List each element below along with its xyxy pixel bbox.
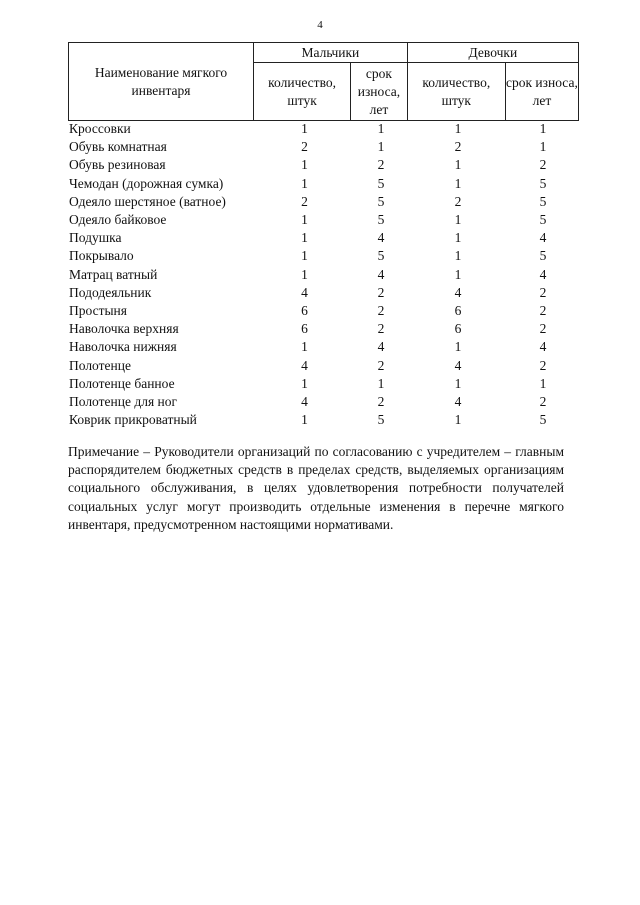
table-row (68, 156, 579, 174)
table-row (68, 357, 579, 375)
boys-quantity-cell: 1 (301, 339, 308, 355)
boys-term-cell: 2 (377, 321, 385, 337)
item-name-cell: Наволочка нижняя (69, 339, 177, 355)
girls-term-cell: 5 (539, 212, 547, 228)
girls-quantity-cell: 2 (454, 193, 462, 209)
table-row (68, 229, 579, 247)
name-column-header: Наименование мягкого инвентаря (69, 43, 254, 121)
girls-term-cell: 4 (539, 230, 547, 246)
item-name-cell: Кроссовки (69, 121, 131, 136)
boys-quantity-cell: 4 (301, 357, 308, 373)
girls-quantity-cell: 1 (454, 230, 462, 246)
boys-quantity-cell: 4 (301, 284, 308, 300)
table-row (68, 393, 579, 411)
girls-quantity-cell: 4 (454, 284, 462, 300)
boys-term-cell: 5 (377, 212, 385, 228)
boys-quantity-cell: 2 (301, 193, 308, 209)
girls-quantity-cell: 1 (454, 175, 462, 191)
boys-group-header: Мальчики (254, 43, 408, 63)
boys-term-cell: 2 (377, 357, 385, 373)
item-name-cell: Простыня (69, 303, 127, 319)
boys-quantity-header: количество, штук (254, 63, 351, 121)
girls-quantity-cell: 4 (454, 394, 462, 410)
girls-term-cell: 2 (539, 157, 547, 173)
girls-term-cell: 4 (539, 266, 547, 282)
boys-quantity-cell: 4 (301, 394, 308, 410)
girls-term-cell: 2 (539, 303, 547, 319)
girls-term-cell: 2 (539, 357, 547, 373)
item-name-cell: Обувь резиновая (69, 157, 166, 173)
girls-term-header: срок износа, лет (505, 63, 578, 121)
girls-quantity-cell: 6 (454, 303, 462, 319)
boys-term-cell: 4 (377, 339, 385, 355)
boys-term-cell: 4 (377, 230, 385, 246)
girls-quantity-cell: 1 (454, 266, 462, 282)
footnote-remark: Примечание – Руководители организаций по согласованию с учредителем – главным распорядителем бюджетных средств в пределах средств, выделяемых организациям социального обслуживания, в целях удовлетворения потребности получателей социальных услуг могут производить отдельные изменения в перечне мягкого инвентаря, предусмотренном настоящими нормативами. (68, 444, 564, 532)
item-name-cell: Пододеяльник (69, 284, 152, 300)
table-row (68, 247, 579, 265)
girls-quantity-cell: 1 (454, 157, 462, 173)
table-row (68, 211, 579, 229)
item-name-cell: Чемодан (дорожная сумка) (69, 175, 224, 191)
boys-quantity-cell: 1 (301, 248, 308, 264)
item-name-cell: Полотенце банное (69, 375, 175, 391)
girls-quantity-cell: 6 (454, 321, 462, 337)
inventory-table-body (68, 120, 579, 429)
girls-term-cell: 1 (539, 375, 547, 391)
boys-quantity-cell: 1 (301, 121, 308, 136)
girls-term-cell: 4 (539, 339, 547, 355)
boys-term-cell: 1 (377, 139, 385, 155)
girls-term-cell: 2 (539, 321, 547, 337)
item-name-cell: Наволочка верхняя (69, 321, 179, 337)
table-row (68, 302, 579, 320)
boys-term-cell: 5 (377, 193, 385, 209)
boys-quantity-cell: 1 (301, 212, 308, 228)
girls-term-cell: 2 (539, 284, 547, 300)
boys-quantity-cell: 1 (301, 412, 308, 428)
table-row (68, 175, 579, 193)
boys-quantity-cell: 1 (301, 157, 308, 173)
girls-group-header: Девочки (407, 43, 578, 63)
boys-term-cell: 4 (377, 266, 385, 282)
girls-quantity-cell: 1 (454, 121, 462, 136)
boys-term-cell: 1 (377, 375, 385, 391)
table-row (68, 266, 579, 284)
girls-term-cell: 1 (539, 121, 547, 136)
boys-term-cell: 5 (377, 175, 385, 191)
table-row (68, 375, 579, 393)
item-name-cell: Подушка (69, 230, 122, 246)
table-row (68, 284, 579, 302)
inventory-table-header (68, 42, 579, 121)
boys-term-cell: 2 (377, 157, 385, 173)
boys-quantity-cell: 1 (301, 175, 308, 191)
item-name-cell: Матрац ватный (69, 266, 158, 282)
girls-quantity-cell: 4 (454, 357, 462, 373)
boys-quantity-cell: 6 (301, 321, 308, 337)
boys-term-cell: 5 (377, 248, 385, 264)
item-name-cell: Полотенце для ног (69, 394, 178, 410)
table-row (68, 320, 579, 338)
boys-term-cell: 2 (377, 284, 385, 300)
boys-term-cell: 5 (377, 412, 385, 428)
girls-quantity-header: количество, штук (407, 63, 505, 121)
inventory-rows (68, 120, 579, 429)
boys-term-cell: 2 (377, 303, 385, 319)
girls-quantity-cell: 1 (454, 412, 462, 428)
girls-quantity-cell: 2 (454, 139, 462, 155)
table-row (68, 138, 579, 156)
boys-quantity-cell: 1 (301, 266, 308, 282)
girls-term-cell: 5 (539, 175, 547, 191)
item-name-cell: Одеяло шерстяное (ватное) (69, 193, 226, 209)
item-name-cell: Коврик прикроватный (69, 412, 197, 428)
boys-quantity-cell: 6 (301, 303, 308, 319)
girls-quantity-cell: 1 (454, 248, 462, 264)
girls-term-cell: 1 (539, 139, 547, 155)
girls-term-cell: 5 (539, 193, 547, 209)
girls-quantity-cell: 1 (454, 212, 462, 228)
boys-quantity-cell: 1 (301, 230, 308, 246)
girls-term-cell: 5 (539, 248, 547, 264)
table-row (68, 338, 579, 356)
girls-quantity-cell: 1 (454, 375, 462, 391)
table-row (68, 120, 579, 138)
girls-quantity-cell: 1 (454, 339, 462, 355)
item-name-cell: Полотенце (69, 357, 131, 373)
girls-term-cell: 2 (539, 394, 547, 410)
boys-quantity-cell: 2 (301, 139, 308, 155)
table-row (68, 411, 579, 429)
table-row (68, 193, 579, 211)
boys-term-cell: 1 (377, 121, 385, 136)
girls-term-cell: 5 (539, 412, 547, 428)
boys-term-cell: 2 (377, 394, 385, 410)
page-number: 4 (317, 19, 323, 31)
boys-term-header: срок износа, лет (351, 63, 408, 121)
item-name-cell: Покрывало (69, 248, 134, 264)
boys-quantity-cell: 1 (301, 375, 308, 391)
item-name-cell: Обувь комнатная (69, 139, 167, 155)
item-name-cell: Одеяло байковое (69, 212, 167, 228)
